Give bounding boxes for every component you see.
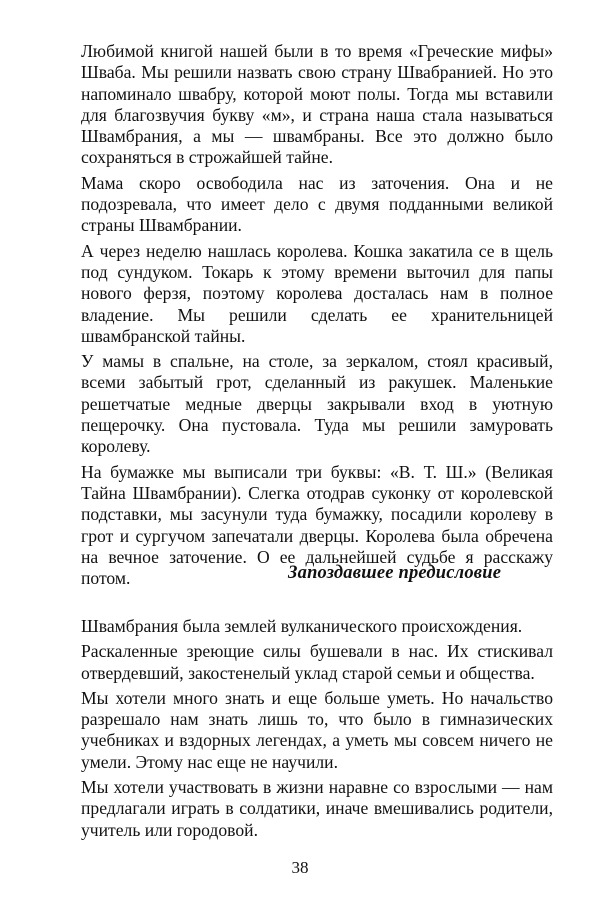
section-1	[81, 41, 553, 589]
chapter-heading: Запоздавшее предисловие	[288, 563, 502, 583]
paragraph-2: Мама скоро освободила нас из заточения. Она и не подозревала, что имеет дело с двумя подданными великой страны Швамбрании.	[81, 172, 553, 236]
paragraph-1: Любимой книгой нашей были в то время «Греческие мифы» Шваба. Мы решили назвать свою страну Швабранией. Но это напоминало швабру, которой моют полы. Тогда мы вставили для благозвучия букву «м», и страна наша стала называться Швамбрания, а мы — швамбраны. Все это должно было сохраняться в строжайшей тайне.	[81, 41, 553, 168]
paragraph-3: А через неделю нашлась королева. Кошка закатила се в щель под сундуком. Токарь к этому времени выточил для папы нового ферзя, поэтому королева досталась нам в полное владение. Мы решили сделать ее хранительницей швамбранской тайны.	[81, 240, 553, 346]
page-number: 38	[291, 858, 309, 877]
paragraph-8: Мы хотели много знать и еще больше уметь. Но начальство разрешало нам знать лишь то, что было в гимназических учебниках и вздорных легендах, а уметь мы совсем ничего не умели. Этому нас еще не научили.	[81, 687, 553, 772]
section-2	[81, 616, 553, 841]
paragraph-6: Швамбрания была землей вулканического происхождения.	[81, 616, 523, 636]
paragraph-5: На бумажке мы выписали три буквы: «В. Т. Ш.» (Великая Тайна Швамбрании). Слегка отодрав суконку от королевской подставки, мы засунули туда бумажку, посадили королеву в грот и сургучом запечатали дверцы. Королева была обречена на вечное заточение. О ее дальнейшей судьбе я расскажу потом.	[81, 461, 553, 589]
paragraph-7: Раскаленные зреющие силы бушевали в нас. Их стискивал отвердевший, закостенелый уклад старой семьи и общества.	[81, 641, 553, 683]
paragraph-4: У мамы в спальне, на столе, за зеркалом, стоял красивый, всеми забытый грот, сделанный из ракушек. Маленькие решетчатые медные дверцы закрывали вход в уютную пещерочку. Она пустовала. Туда мы решили замуровать королеву.	[81, 351, 553, 457]
paragraph-9: Мы хотели участвовать в жизни наравне со взрослыми — нам предлагали играть в солдатики, иначе вмешивались родители, учитель или городовой.	[81, 777, 553, 840]
